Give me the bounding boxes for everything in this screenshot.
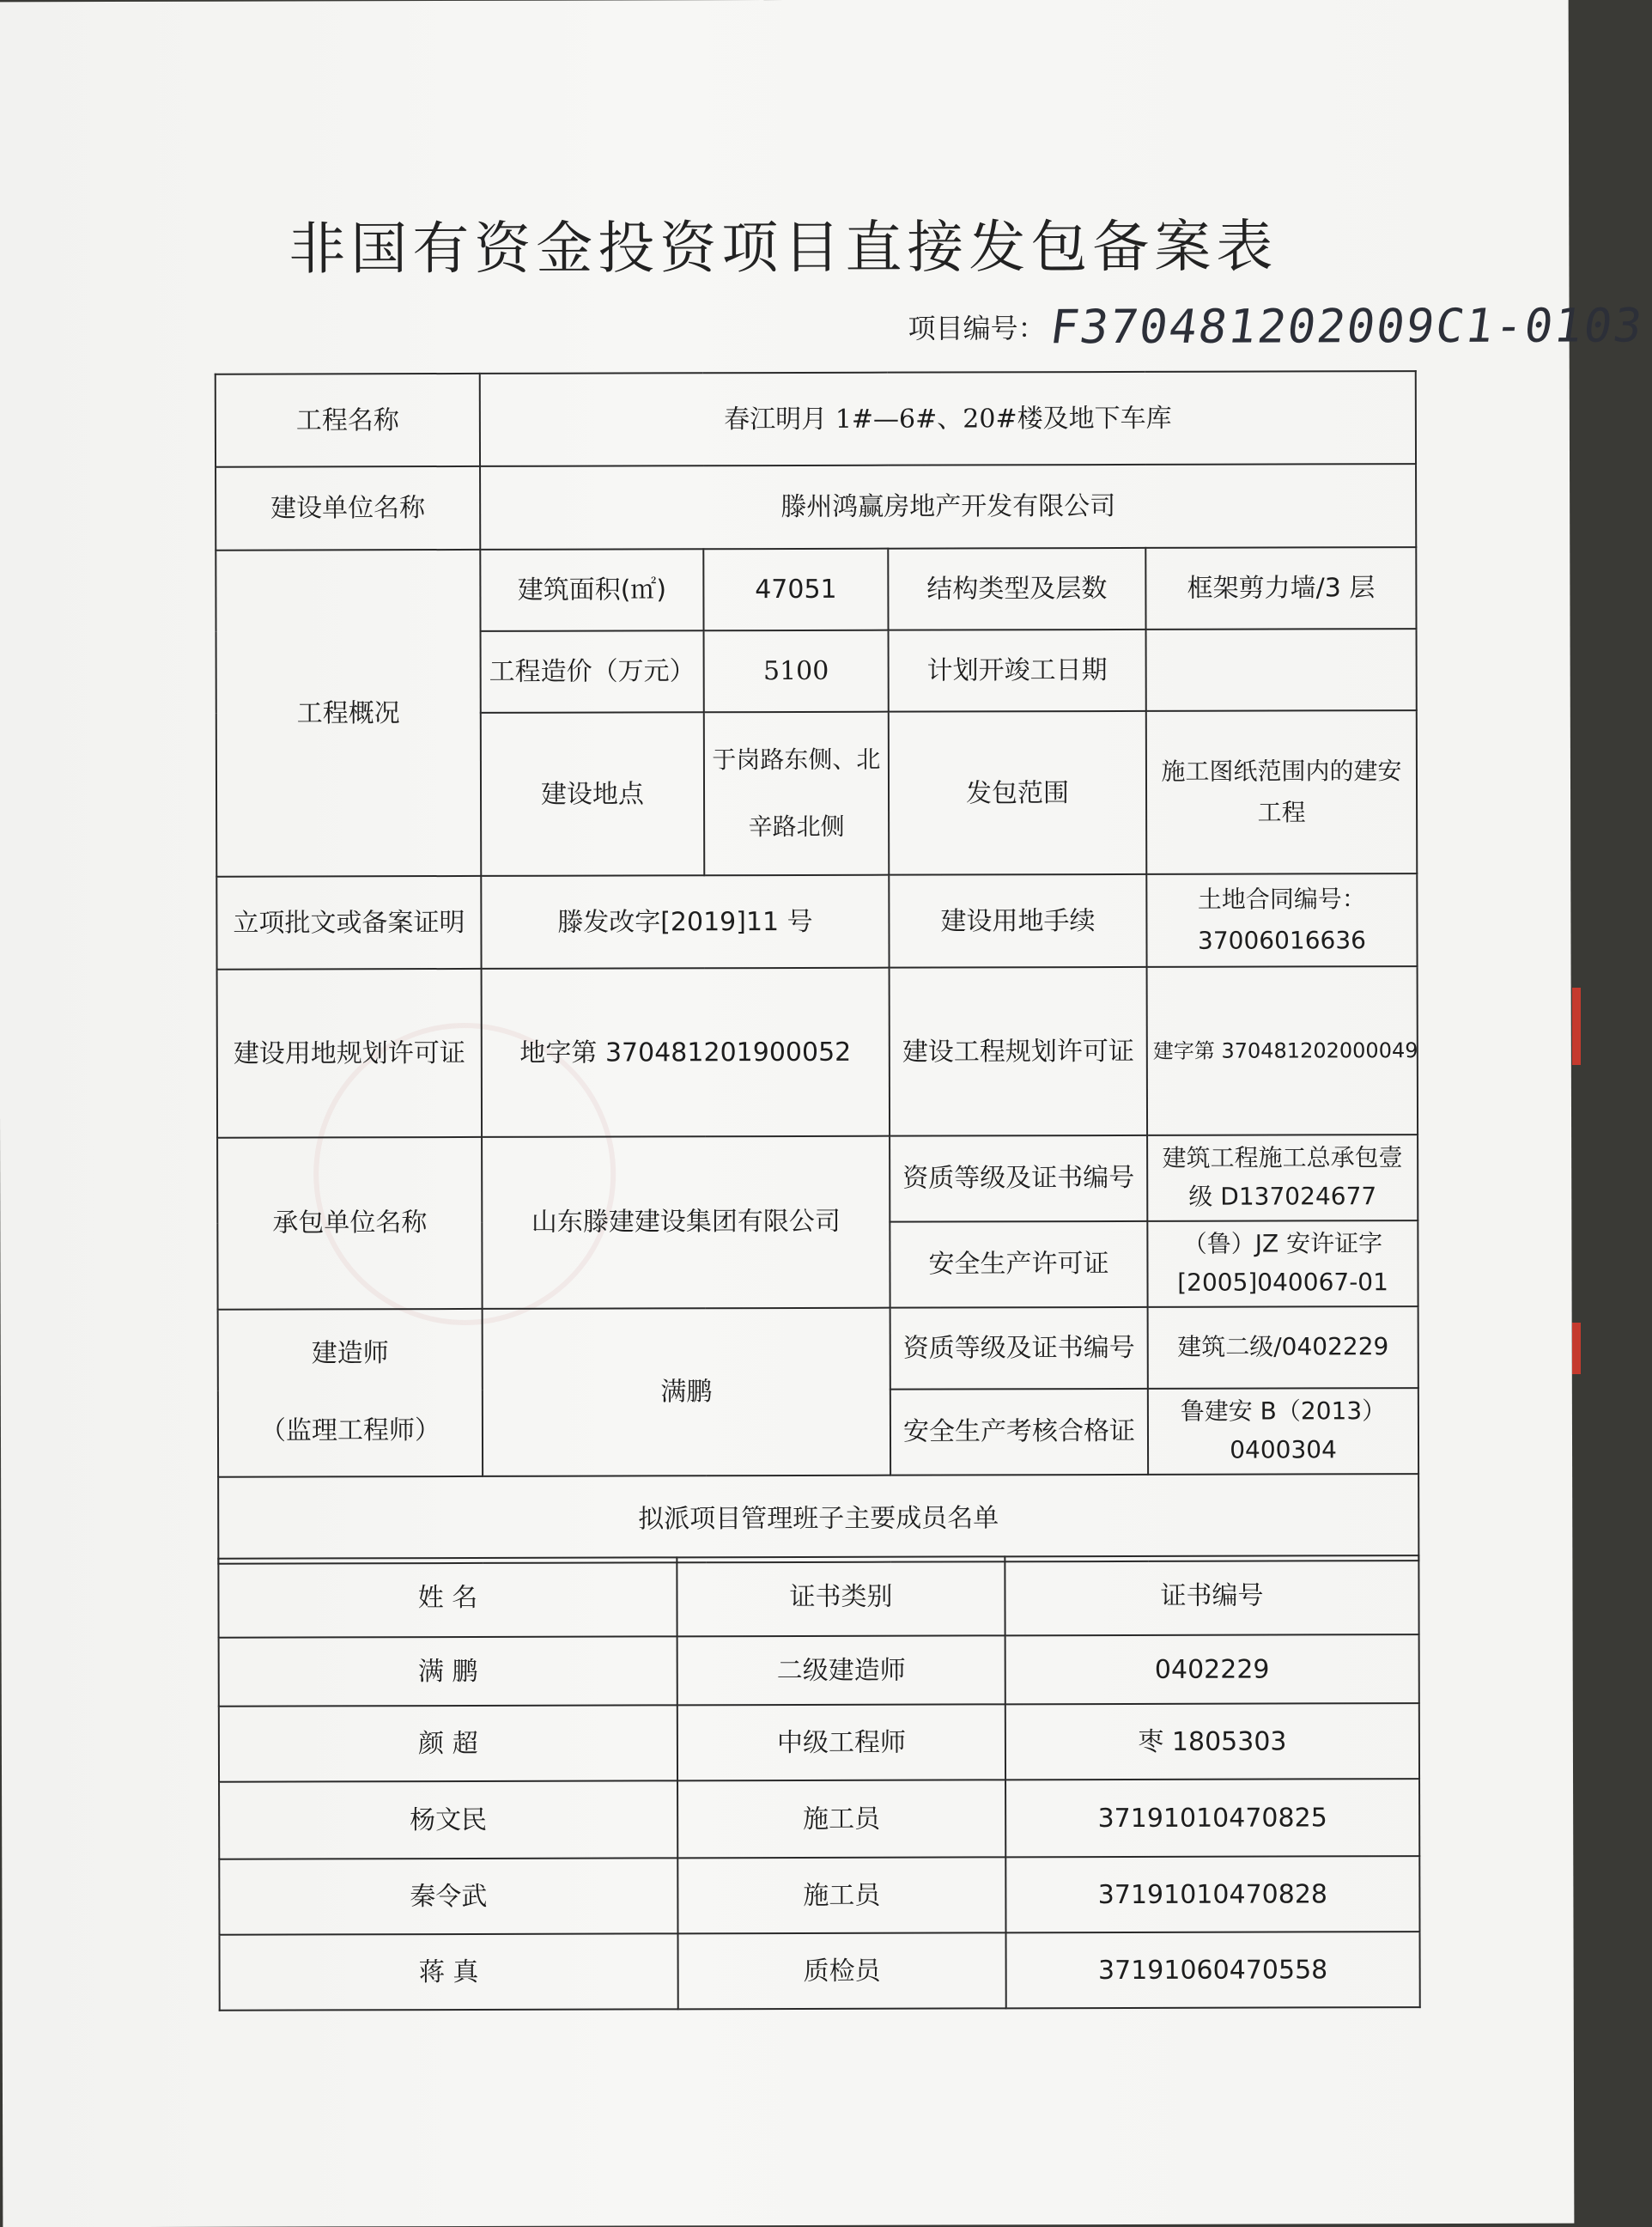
be-qual-value: 建筑二级/0402229 (1148, 1306, 1418, 1389)
location-label: 建设地点 (481, 712, 704, 876)
contractor-label: 承包单位名称 (217, 1137, 483, 1309)
header-name: 姓 名 (218, 1557, 677, 1637)
location-line-1: 于岗路东侧、北 (712, 745, 881, 774)
approval-value: 滕发改字[2019]11 号 (481, 875, 889, 969)
table-row (219, 1856, 1419, 1935)
structure-value: 框架剪力墙/3 层 (1145, 547, 1416, 630)
qual-line-1: 建筑工程施工总承包壹 (1162, 1143, 1403, 1172)
scope-label: 发包范围 (889, 711, 1146, 875)
schedule-label: 计划开竣工日期 (889, 630, 1146, 712)
row-builder-eng-qual (218, 1306, 1418, 1391)
land-plan-value: 地字第 370481201900052 (482, 968, 890, 1137)
row-project-name (216, 371, 1416, 467)
project-number-handwritten: F370481202009C1-0103 (1047, 298, 1648, 355)
header-cert-type: 证书类别 (677, 1556, 1005, 1636)
member-name: 蒋 真 (220, 1933, 678, 2010)
builder-value: 滕州鸿赢房地产开发有限公司 (480, 464, 1416, 550)
structure-label: 结构类型及层数 (888, 548, 1145, 630)
row-approval (216, 873, 1417, 970)
row-team-heading (218, 1474, 1418, 1564)
row-planning (217, 966, 1418, 1138)
cost-value: 5100 (704, 630, 889, 713)
builder-label: 建设单位名称 (216, 466, 480, 551)
eng-plan-label: 建设工程规划许可证 (890, 967, 1148, 1136)
row-builder (216, 464, 1416, 551)
builder-eng-label-line-2: （监理工程师） (259, 1415, 441, 1446)
land-contract-line-2: 37006016636 (1197, 926, 1367, 955)
member-cert-no: 37191010470828 (1005, 1856, 1419, 1932)
be-safety-line-2: 0400304 (1230, 1434, 1337, 1464)
land-contract-line-1: 土地合同编号： (1197, 885, 1366, 915)
be-safety-label: 安全生产考核合格证 (890, 1388, 1148, 1475)
safety-line-2: [2005]040067-01 (1177, 1267, 1388, 1297)
land-contract-value (1146, 873, 1417, 967)
eng-plan-value: 建字第 370481202000049 (1147, 966, 1418, 1135)
filing-form-table (215, 370, 1420, 1564)
member-name: 杨文民 (219, 1780, 677, 1859)
team-heading: 拟派项目管理班子主要成员名单 (218, 1474, 1418, 1564)
land-plan-label: 建设用地规划许可证 (217, 969, 483, 1138)
project-number (908, 298, 1648, 355)
member-name: 秦令武 (219, 1858, 677, 1934)
member-cert-type: 中级工程师 (677, 1704, 1005, 1780)
table-row (219, 1703, 1419, 1782)
be-safety-value (1148, 1388, 1418, 1475)
member-cert-no: 37191010470825 (1005, 1779, 1419, 1857)
scope-value: 施工图纸范围内的建安工程 (1146, 710, 1418, 874)
member-name: 颜 超 (219, 1705, 677, 1781)
member-cert-type: 质检员 (678, 1932, 1006, 2009)
be-safety-line-1: 鲁建安 B（2013） (1180, 1396, 1387, 1426)
contractor-value: 山东滕建建设集团有限公司 (482, 1136, 890, 1309)
schedule-value (1146, 629, 1417, 711)
table-row (220, 1932, 1420, 2011)
safety-value (1147, 1220, 1418, 1307)
area-value: 47051 (703, 549, 888, 631)
edge-stain (1572, 988, 1581, 1065)
member-cert-no: 枣 1805303 (1005, 1703, 1419, 1780)
project-number-label: 项目编号： (908, 312, 1046, 345)
row-area (216, 547, 1416, 632)
project-name-label: 工程名称 (216, 374, 480, 467)
document-title: 非国有资金投资项目直接发包备案表 (288, 213, 1278, 283)
area-label: 建筑面积(㎡) (480, 549, 703, 631)
safety-label: 安全生产许可证 (890, 1220, 1147, 1307)
qual-line-2: 级 D137024677 (1188, 1181, 1377, 1211)
builder-eng-label-line-1: 建造师 (311, 1338, 389, 1369)
builder-eng-label (218, 1309, 483, 1477)
cost-label: 工程造价（万元） (481, 630, 704, 713)
project-name-value: 春江明月 1#—6#、20#楼及地下车库 (480, 371, 1416, 466)
member-cert-type: 施工员 (677, 1780, 1005, 1858)
be-qual-label: 资质等级及证书编号 (890, 1306, 1148, 1389)
qual-value (1147, 1135, 1418, 1220)
member-cert-no: 0402229 (1005, 1634, 1419, 1704)
edge-stain (1572, 1323, 1581, 1374)
builder-eng-value: 满鹏 (483, 1307, 891, 1476)
safety-line-1: （鲁）JZ 安许证字 (1182, 1228, 1383, 1258)
member-cert-no: 37191060470558 (1006, 1932, 1420, 2008)
team-members-table (217, 1555, 1420, 2011)
member-cert-type: 施工员 (677, 1857, 1005, 1933)
row-contractor-qual (217, 1135, 1418, 1223)
table-row (219, 1634, 1419, 1707)
header-cert-no: 证书编号 (1005, 1555, 1418, 1635)
location-line-2: 辛路北侧 (748, 812, 845, 842)
approval-label: 立项批文或备案证明 (216, 876, 481, 970)
members-header-row (218, 1555, 1418, 1638)
location-value (704, 712, 889, 876)
member-name: 满 鹏 (219, 1636, 677, 1706)
table-row (219, 1779, 1419, 1859)
member-cert-type: 二级建造师 (677, 1635, 1005, 1705)
qual-label: 资质等级及证书编号 (890, 1135, 1147, 1221)
land-proc-label: 建设用地手续 (889, 874, 1146, 968)
overview-label: 工程概况 (216, 550, 481, 877)
